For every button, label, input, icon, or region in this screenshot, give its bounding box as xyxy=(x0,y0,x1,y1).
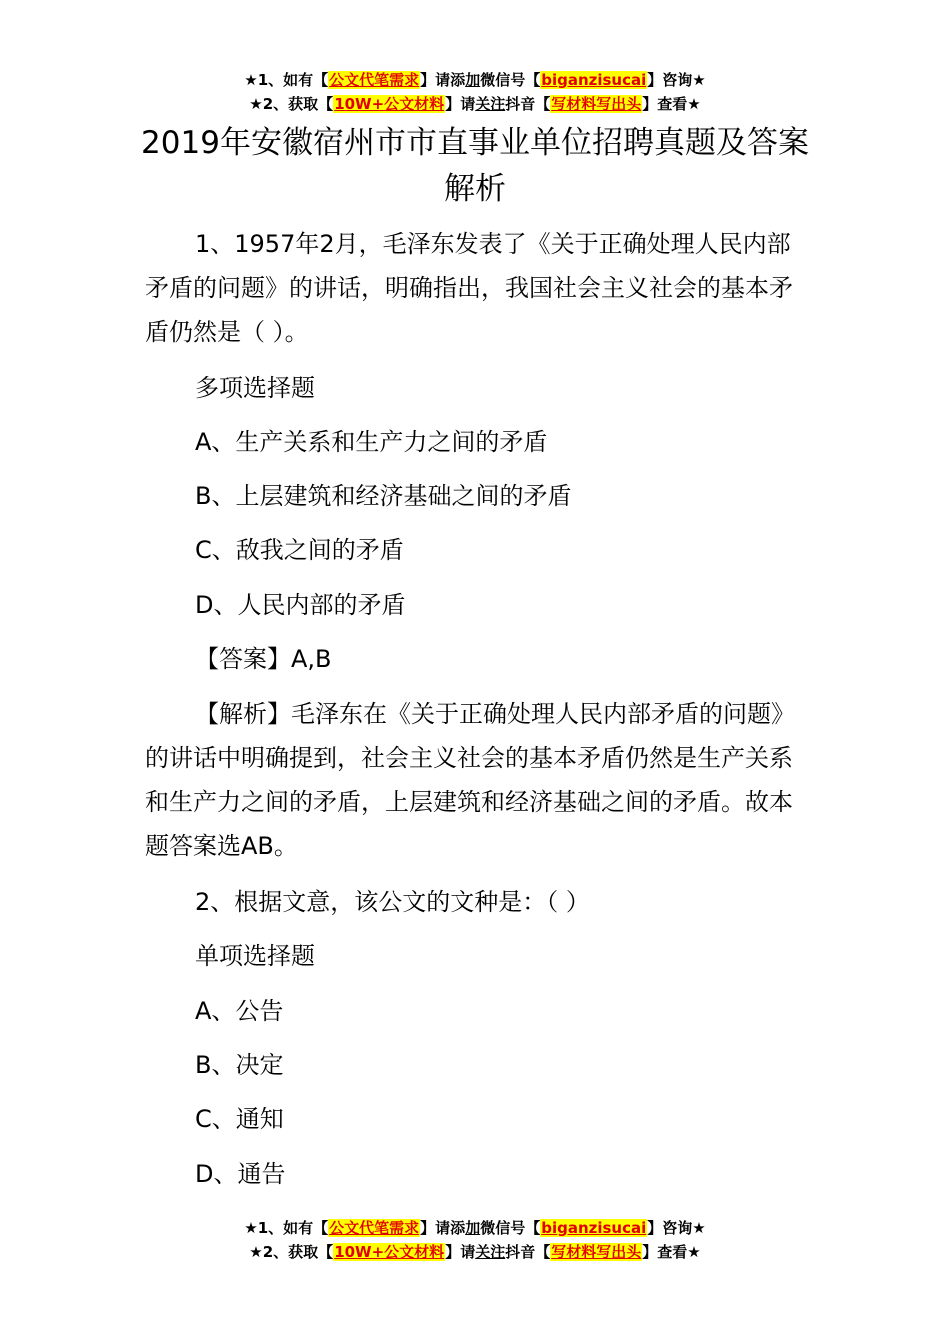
promo-text: 】请 xyxy=(445,95,476,113)
promo-line-2 xyxy=(0,1240,950,1264)
question-1-option-a: A、生产关系和生产力之间的矛盾 xyxy=(195,428,548,456)
promo-banner-bottom xyxy=(0,1216,950,1264)
promo-line-1 xyxy=(0,1216,950,1240)
question-2-stem: 2、根据文意，该公文的文种是：（ ） xyxy=(195,888,590,916)
promo-line-1 xyxy=(0,68,950,92)
promo-text: 】查看★ xyxy=(642,95,701,113)
question-2-option-b: B、决定 xyxy=(195,1051,284,1079)
question-1-answer: 【答案】A,B xyxy=(195,645,332,673)
promo-text: 】请 xyxy=(445,1243,476,1261)
promo-banner-top xyxy=(0,68,950,116)
promo-text: 】咨询★ xyxy=(647,1219,706,1237)
promo-highlight: 公文代笔需求 xyxy=(329,71,420,89)
promo-text: 抖音【 xyxy=(505,1243,551,1261)
promo-text: 抖音【 xyxy=(505,95,551,113)
douyin-id: 写材料写出头 xyxy=(551,1243,642,1261)
question-2-type: 单项选择题 xyxy=(195,942,315,970)
promo-text: ★1、如有【 xyxy=(244,71,329,89)
wechat-id: biganzisucai xyxy=(541,71,647,89)
question-1-stem: 1、1957年2月，毛泽东发表了《关于正确处理人民内部矛盾的问题》的讲话，明确指出，我国社会主义社会的基本矛盾仍然是（ ）。 xyxy=(145,230,793,346)
question-2-option-c: C、通知 xyxy=(195,1105,284,1133)
promo-highlight: 10W+公文材料 xyxy=(334,1243,445,1261)
promo-underlined: 关注 xyxy=(475,1243,506,1261)
promo-underlined: 加 xyxy=(465,71,481,89)
douyin-id: 写材料写出头 xyxy=(551,95,642,113)
question-2-option-d: D、通告 xyxy=(195,1160,286,1188)
promo-text: 】请添 xyxy=(420,1219,466,1237)
promo-line-2 xyxy=(0,92,950,116)
promo-text: 】咨询★ xyxy=(647,71,706,89)
wechat-id: biganzisucai xyxy=(541,1219,647,1237)
question-2-option-a: A、公告 xyxy=(195,997,284,1025)
promo-highlight: 10W+公文材料 xyxy=(334,95,445,113)
promo-text: ★2、获取【 xyxy=(249,95,334,113)
promo-text: 】请添 xyxy=(420,71,466,89)
promo-text: 微信号【 xyxy=(480,1219,541,1237)
question-1-option-c: C、敌我之间的矛盾 xyxy=(195,536,404,564)
question-1-type: 多项选择题 xyxy=(195,374,315,402)
question-1-analysis: 【解析】毛泽东在《关于正确处理人民内部矛盾的问题》的讲话中明确提到，社会主义社会的基本矛盾仍然是生产关系和生产力之间的矛盾，上层建筑和经济基础之间的矛盾。故本题答案选AB。 xyxy=(145,700,795,860)
promo-text: 微信号【 xyxy=(480,71,541,89)
document-title: 2019年安徽宿州市市直事业单位招聘真题及答案解析 xyxy=(141,125,809,207)
question-1-option-b: B、上层建筑和经济基础之间的矛盾 xyxy=(195,482,572,510)
promo-text: ★1、如有【 xyxy=(244,1219,329,1237)
promo-text: 】查看★ xyxy=(642,1243,701,1261)
promo-underlined: 关注 xyxy=(475,95,506,113)
promo-text: ★2、获取【 xyxy=(249,1243,334,1261)
promo-highlight: 公文代笔需求 xyxy=(329,1219,420,1237)
question-1-option-d: D、人民内部的矛盾 xyxy=(195,591,406,619)
promo-underlined: 加 xyxy=(465,1219,481,1237)
